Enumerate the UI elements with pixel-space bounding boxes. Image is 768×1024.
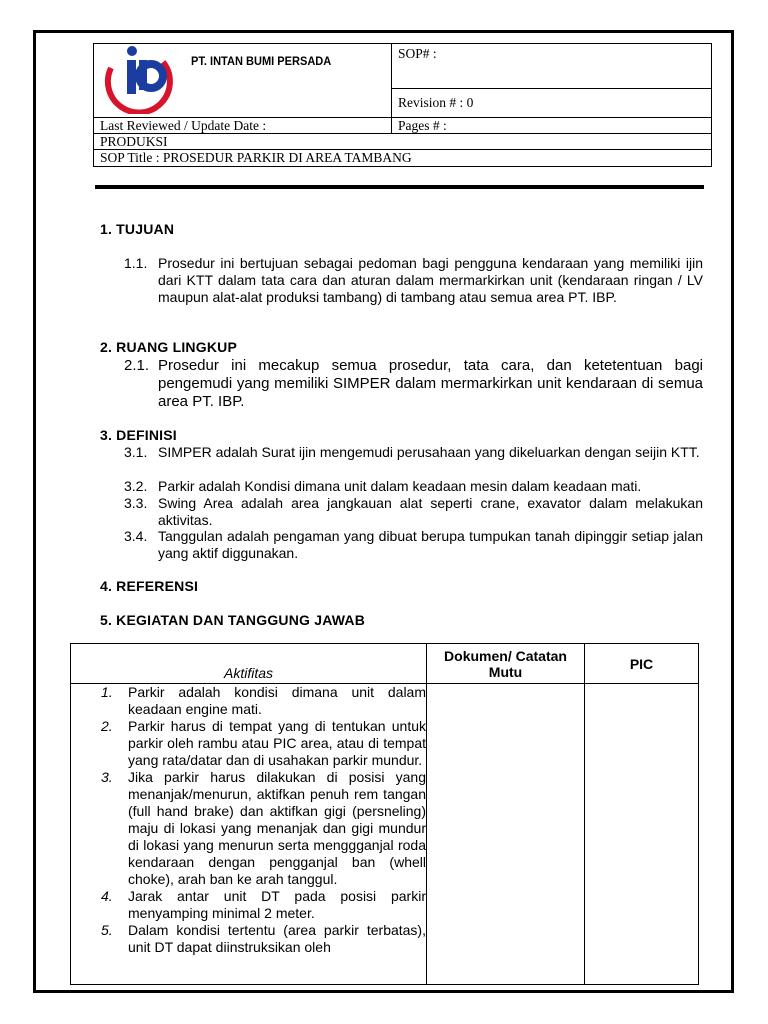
section-referensi-heading: 4. REFERENSI — [100, 578, 199, 594]
ibp-logo-icon — [101, 44, 181, 114]
department: PRODUKSI — [94, 134, 712, 150]
activity-step: 3. Jika parkir harus dilakukan di posisi yang menanjak/menurun, aktifkan penuh rem tangan (full hand brake) dan aktifkan gigi (persneling) maju di lokasi yang menanjak dan gigi mundur di lokasi yang menurun serta menggganjal roda kendaraan dengan pengganjal ban (whell choke), arah ban ke arah tanggul. — [101, 769, 426, 887]
revision-number: Revision # : 0 — [392, 89, 712, 118]
item-3-2 — [124, 478, 703, 495]
dokumen-cell — [427, 684, 585, 985]
activity-step: 4. Jarak antar unit DT pada posisi parkir menyamping minimal 2 meter. — [101, 888, 426, 921]
item-3-1 — [124, 444, 703, 461]
last-reviewed: Last Reviewed / Update Date : — [94, 118, 392, 134]
section-definisi-heading: 3. DEFINISI — [100, 427, 177, 443]
item-2-1 — [124, 357, 703, 411]
item-3-4 — [124, 528, 703, 562]
item-number: 3.2. — [124, 478, 148, 494]
company-cell — [94, 44, 392, 118]
item-text: Prosedur ini bertujuan sebagai pedoman bagi pengguna kendaraan yang memiliki ijin dari KTT dalam tata cara dan aturan dalam mermarkirkan unit (kendaraan ringan / LV maupun alat-alat produksi tambang) di tambang atau semua area PT. IBP. — [158, 255, 703, 305]
activity-step: 5. Dalam kondisi tertentu (area parkir terbatas), unit DT dapat diinstruksikan oleh — [101, 922, 426, 955]
column-header-pic: PIC — [585, 644, 699, 684]
item-text: Parkir adalah Kondisi dimana unit dalam keadaan mesin dalam keadaan mati. — [158, 478, 642, 494]
item-3-3 — [124, 495, 703, 529]
company-name: PT. INTAN BUMI PERSADA — [191, 54, 332, 68]
section-kegiatan-heading: 5. KEGIATAN DAN TANGGUNG JAWAB — [100, 612, 366, 628]
sop-header-table — [93, 43, 712, 167]
activity-table — [70, 643, 699, 985]
item-number: 3.1. — [124, 444, 148, 460]
item-number: 2.1. — [124, 357, 150, 374]
activity-steps-cell — [71, 684, 427, 985]
header-divider — [95, 185, 704, 189]
sop-title: SOP Title : PROSEDUR PARKIR DI AREA TAMBANG — [94, 150, 712, 167]
pages-number: Pages # : — [392, 118, 712, 134]
item-text: Tanggulan adalah pengaman yang dibuat berupa tumpukan tanah dipinggir setiap jalan yang aktif diggunakan. — [158, 528, 703, 561]
item-text: Swing Area adalah area jangkauan alat seperti crane, exavator dalam melakukan aktivitas. — [158, 495, 703, 528]
sop-number: SOP# : — [392, 44, 712, 89]
item-text: SIMPER adalah Surat ijin mengemudi perusahaan yang dikeluarkan dengan seijin KTT. — [158, 444, 700, 460]
item-1-1 — [124, 255, 703, 306]
column-header-dokumen: Dokumen/ Catatan Mutu — [427, 644, 585, 684]
item-text: Prosedur ini mecakup semua prosedur, tata cara, dan ketetentuan bagi pengemudi yang memiliki SIMPER dalam mermarkirkan unit kendaraan di semua area PT. IBP. — [158, 357, 703, 410]
section-ruang-lingkup-heading: 2. RUANG LINGKUP — [100, 339, 237, 355]
item-number: 1.1. — [124, 255, 148, 271]
pic-cell — [585, 684, 699, 985]
item-number: 3.3. — [124, 495, 148, 511]
item-number: 3.4. — [124, 528, 148, 544]
activity-step: 2. Parkir harus di tempat yang di tentukan untuk parkir oleh rambu atau PIC area, atau di tempat yang rata/datar dan di usahakan parkir mundur. — [101, 718, 426, 768]
activity-step: 1. Parkir adalah kondisi dimana unit dalam keadaan engine mati. — [101, 684, 426, 717]
column-header-aktifitas: Aktifitas — [71, 644, 427, 684]
section-tujuan-heading: 1. TUJUAN — [100, 221, 175, 237]
